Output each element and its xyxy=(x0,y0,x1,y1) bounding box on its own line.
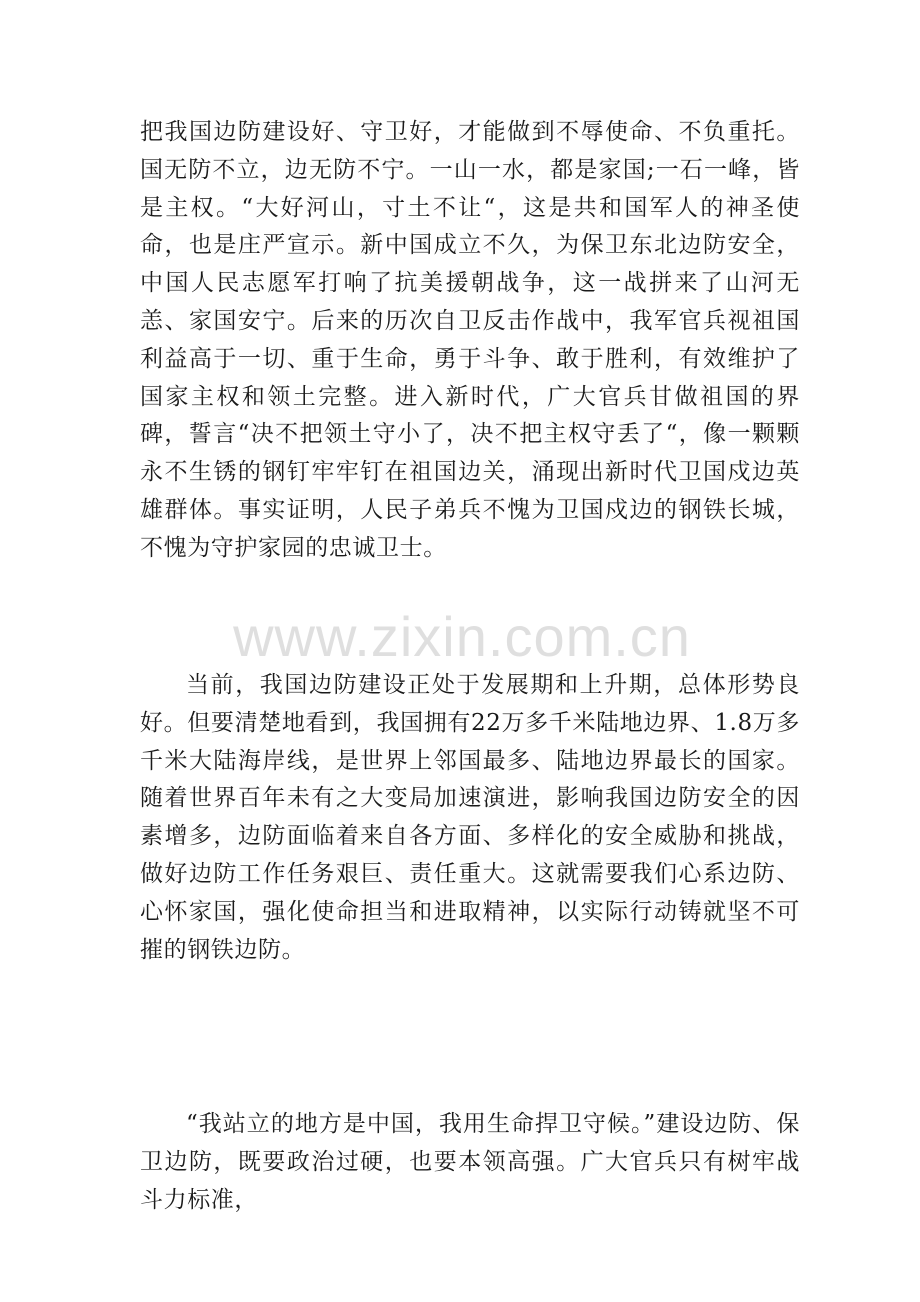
paragraph-1: 把我国边防建设好、守卫好，才能做到不辱使命、不负重托。国无防不立，边无防不宁。一山一水，都是家国;一石一峰，皆是主权。“大好河山，寸土不让“，这是共和国军人的神圣使命，也是庄严宣示。新中国成立不久，为保卫东北边防安全，中国人民志愿军打响了抗美援朝战争，这一战拼来了山河无恙、家国安宁。后来的历次自卫反击作战中，我军官兵视祖国利益高于一切、重于生命，勇于斗争、敢于胜利，有效维护了国家主权和领土完整。进入新时代，广大官兵甘做祖国的界碑，誓言“决不把领土守小了，决不把主权守丢了“，像一颗颗永不生锈的钢钉牢牢钉在祖国边关，涌现出新时代卫国戍边英雄群体。事实证明，人民子弟兵不愧为卫国戍边的钢铁长城，不愧为守护家园的忠诚卫士。 xyxy=(140,119,800,561)
paragraph-3: “我站立的地方是中国，我用生命捍卫守候。”建设边防、保卫边防，既要政治过硬，也要本领高强。广大官兵只有树牢战斗力标准， xyxy=(140,1111,800,1213)
watermark-text: www.zixin.com.cn xyxy=(233,605,691,668)
paragraph-2: 当前，我国边防建设正处于发展期和上升期，总体形势良好。但要清楚地看到，我国拥有22万多千米陆地边界、1.8万多千米大陆海岸线，是世界上邻国最多、陆地边界最长的国家。随着世界百年未有之大变局加速演进，影响我国边防安全的因素增多，边防面临着来自各方面、多样化的安全威胁和挑战，做好边防工作任务艰巨、责任重大。这就需要我们心系边防、心怀家国，强化使命担当和进取精神，以实际行动铸就坚不可摧的钢铁边防。 xyxy=(140,672,800,963)
